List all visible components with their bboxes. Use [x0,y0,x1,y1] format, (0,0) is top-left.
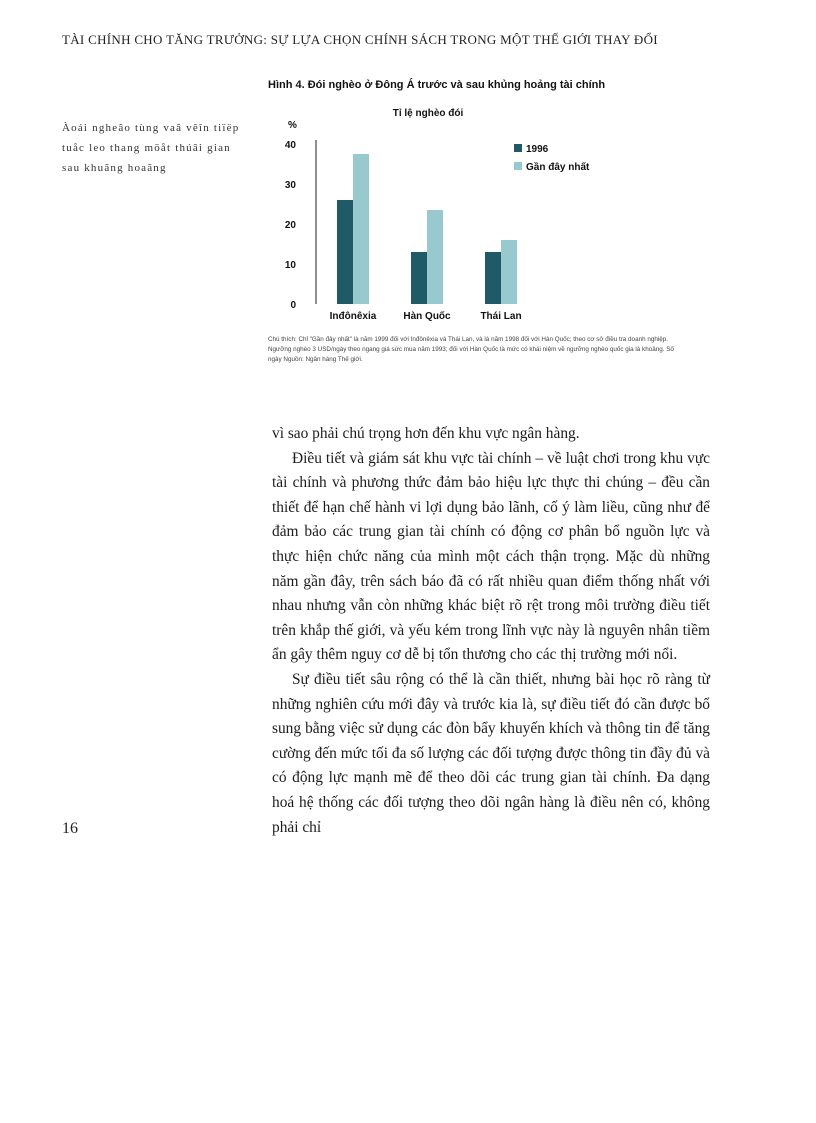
paragraph: vì sao phải chú trọng hơn đến khu vực ngân hàng. [272,425,580,442]
bar-series2 [501,240,517,304]
paragraph: Sự điều tiết sâu rộng có thể là cần thiết, nhưng bài học rõ ràng từ những nghiên cứu mới đây và trước kia là, sự điều tiết đó cần được bổ sung bằng việc sử dụng các đòn bẩy khuyến khích và thông tin để tăng cường đến mức tối đa số lượng các đối tượng được thông tin đầy đủ và có động lực mạnh mẽ để theo dõi các trung gian tài chính. Đa dạng hoá hệ thống các đối tượng theo dõi ngân hàng là điều nên có, không phải chỉ [272,670,710,836]
x-tick-label: Hàn Quốc [403,311,451,322]
x-tick-label: Inđônêxia [329,311,377,322]
bar-series1 [411,252,427,304]
side-note-line: sau khuãng hoaãng [62,162,167,174]
body-text [272,422,710,840]
legend-label: Gần đây nhất [526,162,590,173]
y-tick-label: 30 [284,180,296,191]
legend-swatch [514,144,522,152]
figure-title: Hình 4. Đói nghèo ở Đông Á trước và sau khủng hoảng tài chính [268,79,606,91]
side-note [62,118,252,178]
figure-note: Chú thích: Chỉ "Gần đây nhất" là năm 1999 đối với Inđônêxia và Thái Lan, và là năm 1998 đối với Hàn Quốc; theo cơ sở điều tra doanh nghiệp. Ngưỡng nghèo 3 USD/ngày theo ngang giá sức mua năm 1993; đối với Hàn Quốc là mức có khái niệm về ngưỡng nghèo quốc gia là khoảng. Số ngày Nguồn: Ngân hàng Thế giới. [268,336,674,363]
y-axis-label: % [288,120,297,131]
running-header: TÀI CHÍNH CHO TĂNG TRƯỞNG: SỰ LỰA CHỌN CHÍNH SÁCH TRONG MỘT THẾ GIỚI THAY ĐỔI [62,32,658,47]
legend-swatch [514,162,522,170]
bar-series1 [485,252,501,304]
y-tick-label: 0 [290,300,296,311]
x-tick-label: Thái Lan [480,311,522,322]
bar-series1 [337,200,353,304]
y-tick-label: 40 [284,140,296,151]
y-tick-label: 20 [284,220,296,231]
bar-series2 [353,154,369,304]
legend-label: 1996 [526,144,549,155]
page-number: 16 [62,820,78,837]
y-tick-label: 10 [284,260,296,271]
paragraph: Điều tiết và giám sát khu vực tài chính – về luật chơi trong khu vực tài chính và phương thức đảm bảo hiệu lực thực thi chúng – đều cần thiết để hạn chế hành vi lợi dụng bảo lãnh, cố ý làm liều, cũng như để đảm bảo các trung gian tài chính có động cơ phân bổ nguồn lực và thực hiện chức năng của mình một cách thận trọng. Mặc dù những năm gần đây, trên sách báo đã có rất nhiều quan điểm thống nhất với nhau nhưng vẫn còn những khác biệt rõ rệt trong môi trường điều tiết trên khắp thế giới, và yếu kém trong lĩnh vực này là nguyên nhân tiềm ẩn gây thêm nguy cơ dễ bị tổn thương cho các thị trường mới nổi. [272,449,710,664]
chart-title: Tỉ lệ nghèo đói [392,108,464,119]
bar-series2 [427,210,443,304]
side-note-line: Àoái ngheâo tùng vaâ vêîn tiïëp [62,122,240,134]
poverty-bar-chart [268,100,688,330]
side-note-line: tuåc leo thang möåt thúâi gian [62,142,231,154]
